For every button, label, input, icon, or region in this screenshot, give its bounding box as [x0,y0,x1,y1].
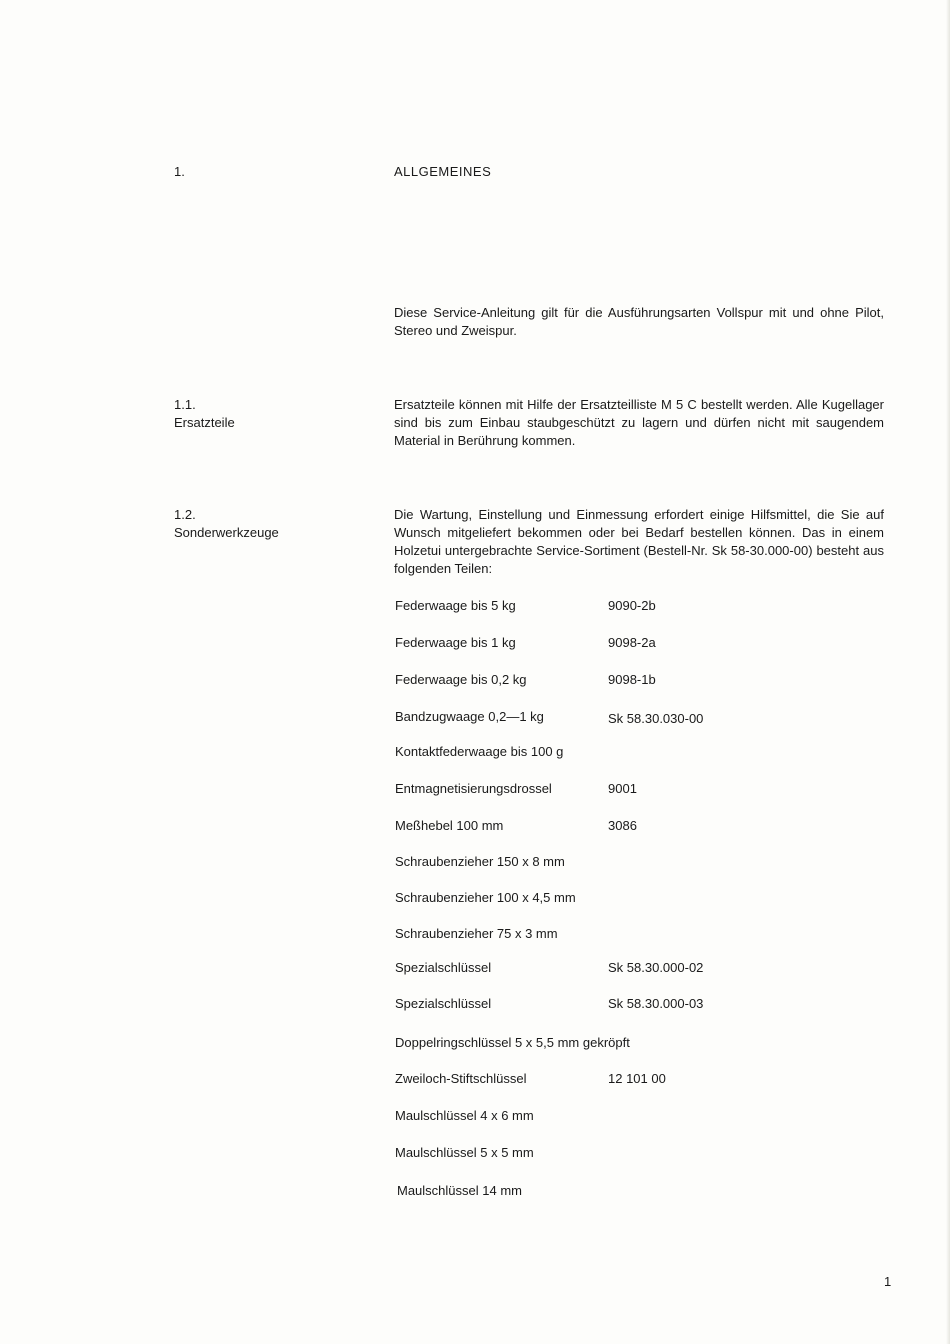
subsection-label: Ersatzteile [174,415,235,430]
subsection-number: 1.1. [174,397,196,412]
subsection-label: Sonderwerkzeuge [174,525,279,540]
tool-name: Entmagnetisierungsdrossel [395,781,552,796]
tool-name: Spezialschlüssel [395,996,492,1011]
tool-code: Sk 58.30.030-00 [608,711,704,726]
tool-name: Zweiloch-Stiftschlüssel [395,1071,527,1086]
tool-name: Bandzugwaage 0,2—1 kg [395,709,544,724]
tool-code: 9098-1b [608,672,656,687]
tool-name: Schraubenzieher 75 x 3 mm [395,926,558,941]
tool-name: Maulschlüssel 4 x 6 mm [395,1108,534,1123]
tool-code: Sk 58.30.000-03 [608,996,704,1011]
page-edge-shadow [946,0,950,1344]
tool-code: 9090-2b [608,598,656,613]
subsection-paragraph: Ersatzteile können mit Hilfe der Ersatzteilliste M 5 C bestellt werden. Alle Kugellager sind bis zum Einbau staubgeschützt zu lagern und dürfen nicht mit saugendem Material in Berührung kommen. [394,397,884,448]
tool-name: Schraubenzieher 150 x 8 mm [395,854,565,869]
tool-name: Meßhebel 100 mm [395,818,504,833]
section-title: ALLGEMEINES [394,164,492,179]
tool-name: Federwaage bis 5 kg [395,598,516,613]
tool-name: Spezialschlüssel [395,960,492,975]
tool-name: Kontaktfederwaage bis 100 g [395,744,564,759]
tool-name: Federwaage bis 0,2 kg [395,672,527,687]
tool-code: 3086 [608,818,637,833]
tool-name: Federwaage bis 1 kg [395,635,516,650]
page-number: 1 [884,1274,892,1289]
subsection-paragraph: Die Wartung, Einstellung und Einmessung erfordert einige Hilfsmittel, die Sie auf Wunsch mitgeliefert bekommen oder bei Bedarf bestellen können. Das in einem Holzetui untergebrachte Service-Sortiment (Bestell-Nr. Sk 58-30.000-00) besteht aus folgenden Teilen: [394,507,884,576]
intro-paragraph: Diese Service-Anleitung gilt für die Ausführungsarten Vollspur mit und ohne Pilot, Stereo und Zweispur. [394,305,884,338]
tool-name: Doppelringschlüssel 5 x 5,5 mm gekröpft [395,1035,630,1050]
tool-code: 9098-2a [608,635,656,650]
tool-name: Maulschlüssel 14 mm [397,1183,522,1198]
tool-code: 9001 [608,781,637,796]
tool-code: 12 101 00 [608,1071,666,1086]
subsection-number: 1.2. [174,507,196,522]
section-number: 1. [174,164,185,179]
tool-code: Sk 58.30.000-02 [608,960,704,975]
tool-name: Maulschlüssel 5 x 5 mm [395,1145,534,1160]
tool-name: Schraubenzieher 100 x 4,5 mm [395,890,576,905]
